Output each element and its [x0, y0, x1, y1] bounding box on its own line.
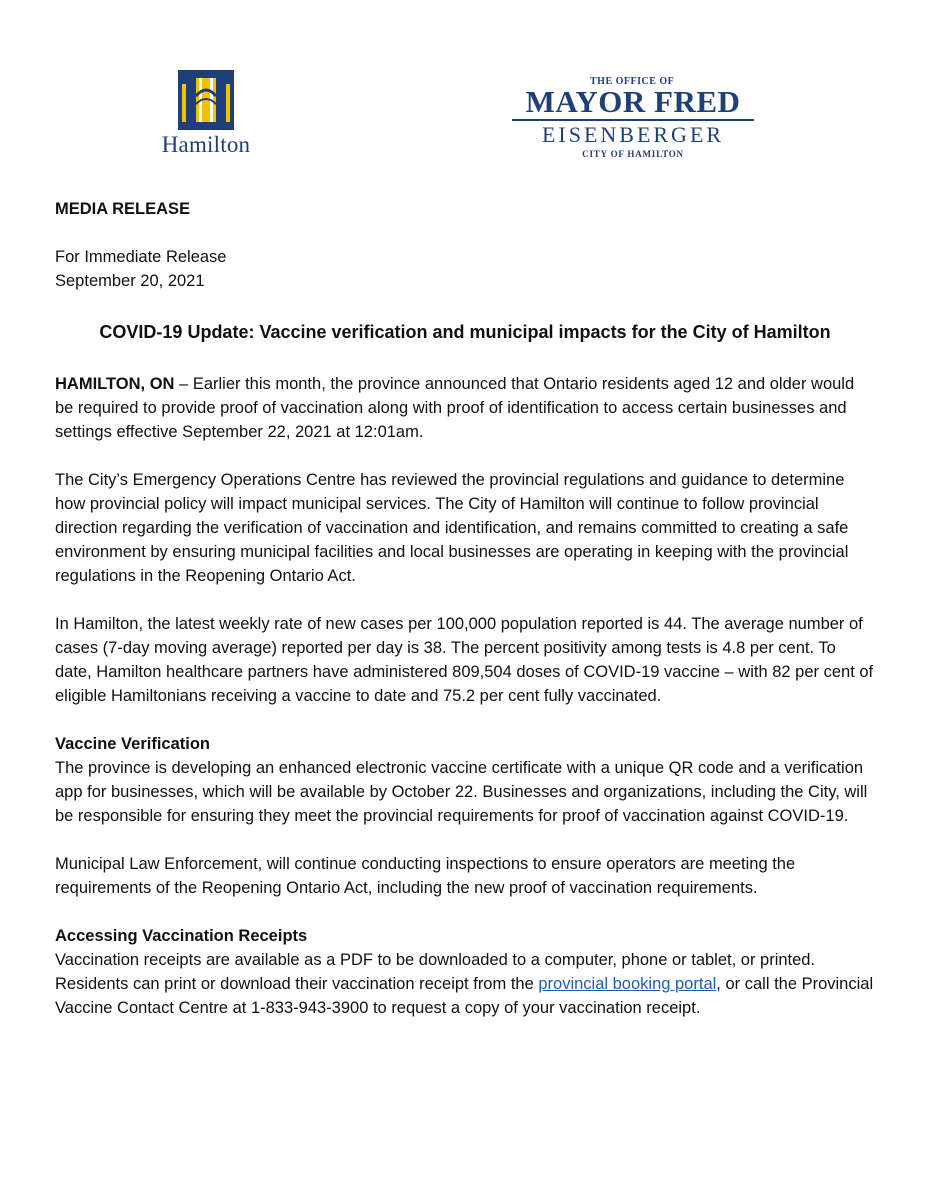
paragraph-eoc: The City’s Emergency Operations Centre has reviewed the provincial regulations and guidance to determine how provincial policy will impact municipal services. The City of Hamilton will continue to follow provincial direction regarding the verification of vaccination and identification, and remains committed to creating a safe environment by ensuring municipal facilities and local businesses are operating in keeping with the provincial regulations in the Reopening Ontario Act.: [55, 471, 849, 585]
mayor-logo-line2: MAYOR FRED: [525, 84, 741, 119]
paragraph-statistics: In Hamilton, the latest weekly rate of new cases per 100,000 population reported is 44. The average number of cases (7-day moving average) reported per day is 38. The percent positivity among tests is 4.8 per cent. To date, Hamilton healthcare partners have administered 809,504 doses of COVID-19 vaccine – with 82 per cent of eligible Hamiltonians receiving a vaccine to date and 75.2 per cent fully vaccinated.: [55, 615, 874, 705]
hamilton-logo: [150, 70, 262, 160]
hamilton-crest-icon: [178, 70, 234, 130]
section-heading-vaccination-receipts: Accessing Vaccination Receipts: [55, 927, 308, 945]
mayor-office-logo: [512, 76, 754, 159]
paragraph-intro-body: – Earlier this month, the province announced that Ontario residents aged 12 and older would be required to provide proof of vaccination along with proof of identification to access certain businesses and settings effective September 22, 2021 at 12:01am.: [55, 375, 855, 441]
release-date: September 20, 2021: [55, 272, 205, 290]
mayor-logo-line4: CITY OF HAMILTON: [582, 149, 684, 159]
section-body-vaccination-receipts: [55, 948, 875, 1020]
paragraph-intro: [55, 372, 875, 444]
receipts-text-before-link: Vaccination receipts are available as a PDF to be downloaded to a computer, phone or tablet, or printed. Residents can print or download their vaccination receipt from the: [55, 951, 816, 993]
media-release-label: MEDIA RELEASE: [55, 200, 191, 218]
release-info: [55, 245, 875, 293]
immediate-release-text: For Immediate Release: [55, 248, 227, 266]
dateline: HAMILTON, ON: [55, 375, 175, 393]
provincial-booking-portal-link[interactable]: provincial booking portal: [538, 975, 717, 993]
hamilton-logo-text: Hamilton: [161, 132, 251, 157]
receipts-text-after-link: , or call the Provincial Vaccine Contact Centre at 1-833-943-3900 to request a copy of your vaccination receipt.: [55, 975, 874, 1017]
document-body: [55, 197, 875, 1020]
mayor-logo-line3: EISENBERGER: [541, 122, 725, 147]
section-body-vaccine-verification: The province is developing an enhanced electronic vaccine certificate with a unique QR code and a verification app for businesses, which will be available by October 22. Businesses and organizations, including the City, will be responsible for ensuring they meet the provincial requirements for proof of vaccination against COVID-19.: [55, 759, 868, 825]
headline: COVID-19 Update: Vaccine verification and municipal impacts for the City of Hamilton: [99, 322, 831, 342]
mayor-logo-divider: [512, 119, 754, 121]
mayor-logo-line1: THE OFFICE OF: [590, 76, 675, 87]
section-heading-vaccine-verification: Vaccine Verification: [55, 735, 210, 753]
paragraph-law-enforcement: Municipal Law Enforcement, will continue conducting inspections to ensure operators are meeting the requirements of the Reopening Ontario Act, including the new proof of vaccination requirements.: [55, 855, 796, 897]
